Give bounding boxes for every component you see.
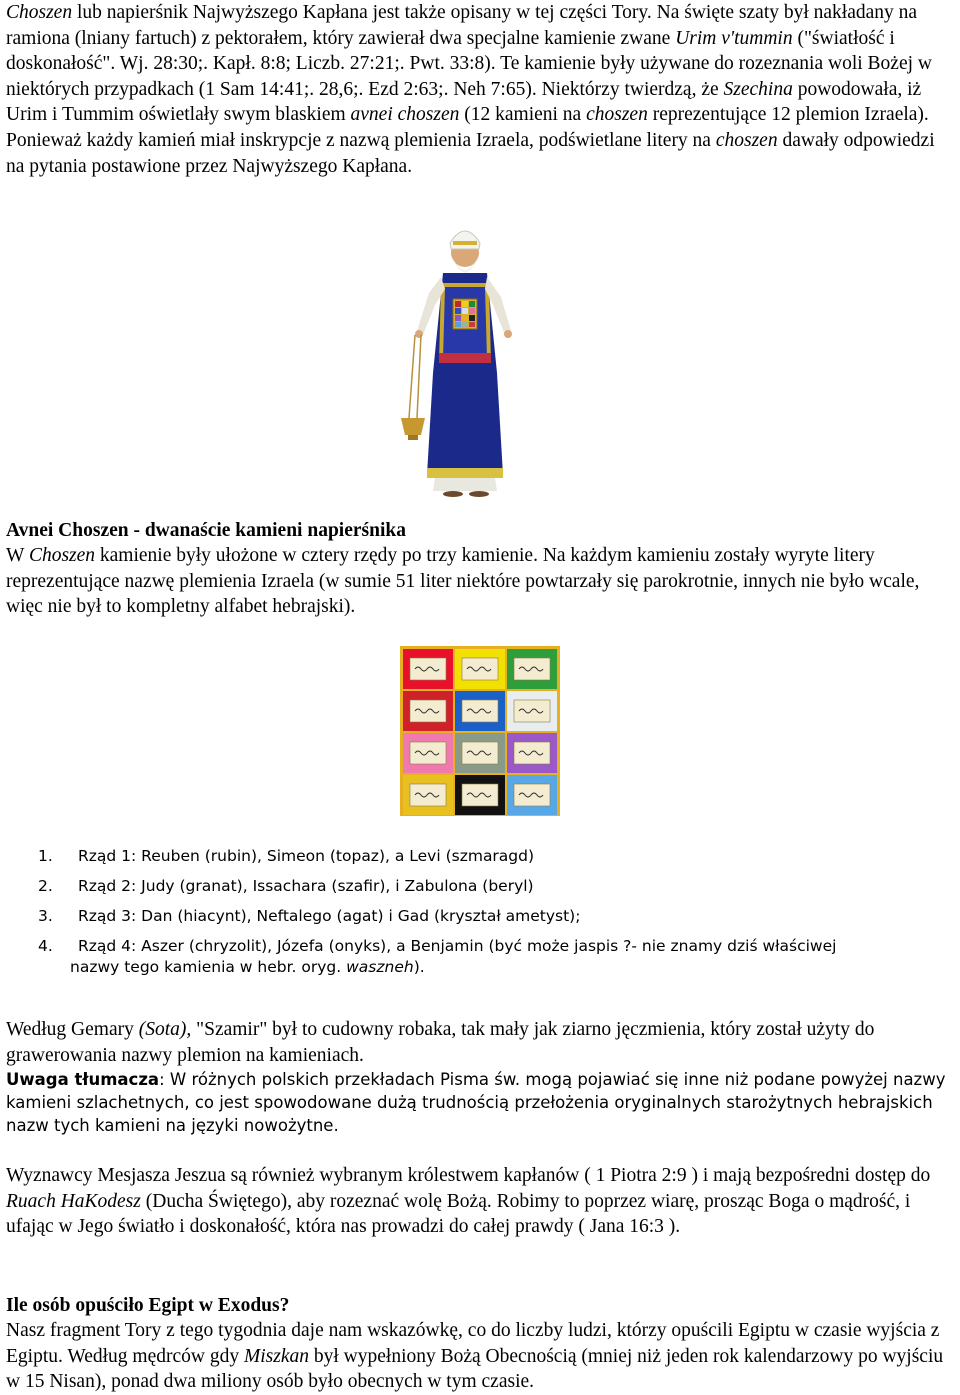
section1-paragraph (6, 543, 956, 620)
intro-text-6: powodowała, iż Urim i Tummim oświetlały swym blaskiem (6, 78, 922, 126)
list-item (38, 936, 938, 978)
translator-note-text: : W różnych polskich przekładach Pisma św. mogą pojawiać się inne niż podane powyżej nazwy kamieni szlachetnych, co jest spowodowane dużą trudnością przełożenia oryginalnych starożytnych hebrajskich nazw tych kamieni na języki nowożytne. (6, 1070, 946, 1135)
intro-text-12: dawały odpowiedzi na pytania postawione przez Najwyższego Kapłana. (6, 129, 935, 177)
breastplate-stones-grid (400, 646, 560, 816)
section2-paragraph (6, 1318, 956, 1395)
list-number: 1. (38, 847, 53, 865)
stone-cell (455, 691, 505, 731)
intro-text-9: choszen (586, 104, 648, 126)
list-cont-italic: waszneh (346, 958, 414, 976)
list-number: 4. (38, 937, 53, 955)
stone-cell (507, 691, 557, 731)
list-text: Rząd 1: Reuben (rubin), Simeon (topaz), a Levi (szmaragd) (78, 847, 535, 865)
intro-text-7: avnei choszen (350, 104, 460, 126)
high-priest-illustration (395, 213, 535, 498)
mesjasz-text-2: Ruach HaKodesz (6, 1190, 141, 1212)
mesjasz-text-3: (Ducha Świętego), aby rozeznać wolę Bożą. Robimy to poprzez wiarę, prosząc Boga o mądrość, i ufając w Jego światło i doskonałość, która nas prowadzi do całej prawdy ( Jana 16:3 ). (6, 1190, 911, 1238)
mesjasz-paragraph (6, 1163, 956, 1240)
intro-text-11: choszen (715, 129, 778, 151)
mesjasz-text-1: Wyznawcy Mesjasza Jeszua są również wybranym królestwem kapłanów ( 1 Piotra 2:9 ) i mają bezpośredni dostęp do (6, 1165, 931, 1186)
intro-text-10: reprezentujące 12 plemion Izraela). Ponieważ każdy kamień miał inskrypcje z nazwą plemienia Izraela, podświetlane litery na (6, 104, 929, 151)
intro-text-8: (12 kamieni na (459, 104, 587, 126)
gemara-text-3: "Szamir" był to cudowny robaka, tak mały jak ziarno jęczmienia, który został użyty do grawerowania nazwy plemion na kamieniach. (6, 1019, 875, 1066)
stone-cell (507, 733, 557, 773)
list-cont-end: ). (413, 958, 425, 976)
intro-text-2: lub napierśnik Najwyższego Kapłana jest także opisany w tej części Tory. Na święte szaty był nakładany na ramiona (lniany fartuch) z pektorałem, który zawierał dwa specjalne kamienie zwane (6, 2, 918, 49)
section2-text-2: Miszkan (244, 1345, 309, 1367)
stone-cell (507, 649, 557, 689)
list-number: 3. (38, 907, 53, 925)
section2-text-3: był wypełniony Bożą Obecnością (mniej niż jeden rok kalendarzowy po wyjściu w 15 Nisan), ponad dwa miliony osób było obecnych w tym czasie. (6, 1345, 944, 1393)
stone-cell (455, 775, 505, 815)
intro-text-4: ("światłość i doskonałość". Wj. 28:30;. Kapł. 8:8; Liczb. 27:21;. Pwt. 33:8). Te kamienie były używane do rozeznania woli Bożej w niektórych przypadkach (1 Sam 14:41;. 28,6;. Ezd 2:63;. Neh 7:65). Niektórzy twierdzą, że (6, 27, 932, 100)
stones-rows-list (38, 846, 938, 987)
section1-text-1: W (6, 545, 29, 566)
section1-text-3: kamienie były ułożone w cztery rzędy po trzy kamienie. Na każdym kamieniu zostały wyryte litery reprezentujące nazwę plemienia Izraela (w sumie 51 liter niektóre powtarzały się parokrotnie, innych nie było wcale, więc nie był to kompletny alfabet hebrajski). (6, 545, 920, 618)
translator-note (6, 1068, 956, 1137)
translator-note-label: Uwaga tłumacza (6, 1070, 160, 1089)
gemara-text-1: Według Gemary (6, 1019, 139, 1040)
list-item (38, 906, 938, 927)
stone-cell (455, 649, 505, 689)
intro-text-5: Szechina (723, 78, 793, 100)
intro-text-1: Choszen (6, 2, 73, 23)
gemara-text-2: (Sota), (138, 1019, 192, 1040)
section1-text-2: Choszen (28, 545, 96, 566)
intro-text-3: Urim v'tummin (675, 27, 793, 49)
stone-cell (507, 775, 557, 815)
list-text-continuation (70, 957, 938, 978)
gemara-paragraph (6, 1017, 956, 1068)
list-item (38, 846, 938, 867)
list-number: 2. (38, 877, 53, 895)
stone-cell (403, 733, 453, 773)
stone-cell (403, 649, 453, 689)
section-heading-avnei-choszen: Avnei Choszen - dwanaście kamieni napierśnika (6, 520, 406, 541)
intro-paragraph (6, 0, 956, 179)
stone-cell (403, 691, 453, 731)
section-heading-exodus: Ile osób opuściło Egipt w Exodus? (6, 1295, 290, 1316)
stone-cell (455, 733, 505, 773)
list-item (38, 876, 938, 897)
list-text: Rząd 2: Judy (granat), Issachara (szafir), i Zabulona (beryl) (78, 877, 534, 895)
section2-text-1: Nasz fragment Tory z tego tygodnia daje nam wskazówkę, co do liczby ludzi, którzy opuścili Egiptu w czasie wyjścia z Egiptu. Według mędrców gdy (6, 1320, 940, 1367)
list-cont-text: nazwy tego kamienia w hebr. oryg. (70, 958, 347, 976)
list-text: Rząd 3: Dan (hiacynt), Neftalego (agat) i Gad (kryształ ametyst); (78, 907, 581, 925)
stone-cell (403, 775, 453, 815)
list-text: Rząd 4: Aszer (chryzolit), Józefa (onyks), a Benjamin (być może jaspis ?- nie znamy dziś właściwej (78, 937, 837, 955)
